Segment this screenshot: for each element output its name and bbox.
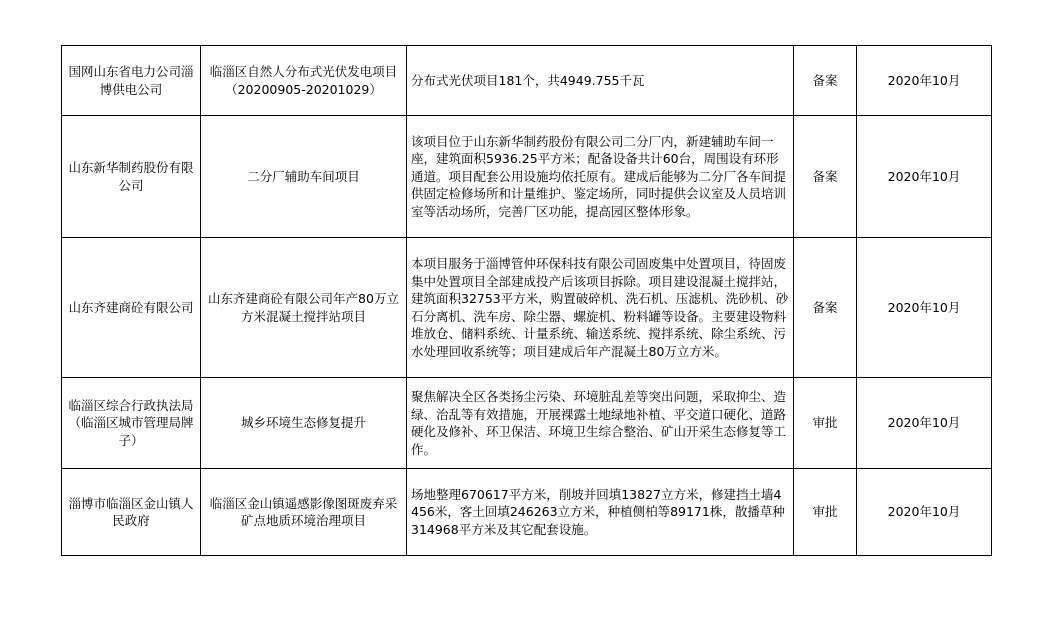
table-row [62, 238, 992, 378]
project-content-cell: 本项目服务于淄博管仲环保科技有限公司固废集中处置项目，待固废集中处置项目全部建成投产后该项目拆除。项目建设混凝土搅拌站，建筑面积32753平方米，购置破碎机、洗石机、压滤机、洗砂机、砂石分离机、洗车房、除尘器、螺旋机、粉料罐等设备。主要建设物料堆放仓、储料系统、计量系统、输送系统、搅拌系统、除尘系统、污水处理回收系统等；项目建成后年产混凝土80万立方米。 [407, 238, 794, 378]
company-cell: 山东新华制药股份有限公司 [62, 116, 201, 238]
date-cell: 2020年10月 [857, 46, 992, 116]
project-content-cell: 聚焦解决全区各类扬尘污染、环境脏乱差等突出问题，采取抑尘、造绿、治乱等有效措施，开展裸露土地绿地补植、平交道口硬化、道路硬化及修补、环卫保洁、环境卫生综合整治、矿山开采生态修复等工作。 [407, 378, 794, 469]
table-row [62, 469, 992, 556]
project-content-cell: 该项目位于山东新华制药股份有限公司二分厂内，新建辅助车间一座，建筑面积5936.25平方米；配备设备共计60台，周围设有环形通道。项目配套公用设施均依托原有。建成后能够为二分厂各车间提供固定检修场所和计量维护、鉴定场所，同时提供会议室及人员培训室等活动场所，完善厂区功能，提高园区整体形象。 [407, 116, 794, 238]
company-cell: 临淄区综合行政执法局（临淄区城市管理局牌子） [62, 378, 201, 469]
table-row [62, 378, 992, 469]
company-cell: 淄博市临淄区金山镇人民政府 [62, 469, 201, 556]
date-cell: 2020年10月 [857, 116, 992, 238]
approval-type-cell: 备案 [794, 116, 857, 238]
project-name-cell: 山东齐建商砼有限公司年产80万立方米混凝土搅拌站项目 [201, 238, 407, 378]
company-cell: 山东齐建商砼有限公司 [62, 238, 201, 378]
approval-type-cell: 备案 [794, 238, 857, 378]
date-cell: 2020年10月 [857, 238, 992, 378]
project-name-cell: 临淄区自然人分布式光伏发电项目（20200905-20201029） [201, 46, 407, 116]
approval-type-cell: 审批 [794, 469, 857, 556]
approval-type-cell: 备案 [794, 46, 857, 116]
date-cell: 2020年10月 [857, 469, 992, 556]
company-cell: 国网山东省电力公司淄博供电公司 [62, 46, 201, 116]
project-name-cell: 临淄区金山镇遥感影像图斑废弃采矿点地质环境治理项目 [201, 469, 407, 556]
project-content-cell: 场地整理670617平方米，削坡并回填13827立方米，修建挡土墙4456米，客土回填246263立方米，种植侧柏等89171株，散播草种314968平方米及其它配套设施。 [407, 469, 794, 556]
table-row [62, 116, 992, 238]
project-name-cell: 城乡环境生态修复提升 [201, 378, 407, 469]
table-row [62, 46, 992, 116]
project-name-cell: 二分厂辅助车间项目 [201, 116, 407, 238]
project-table [61, 45, 992, 556]
project-content-cell: 分布式光伏项目181个，共4949.755千瓦 [407, 46, 794, 116]
approval-type-cell: 审批 [794, 378, 857, 469]
date-cell: 2020年10月 [857, 378, 992, 469]
